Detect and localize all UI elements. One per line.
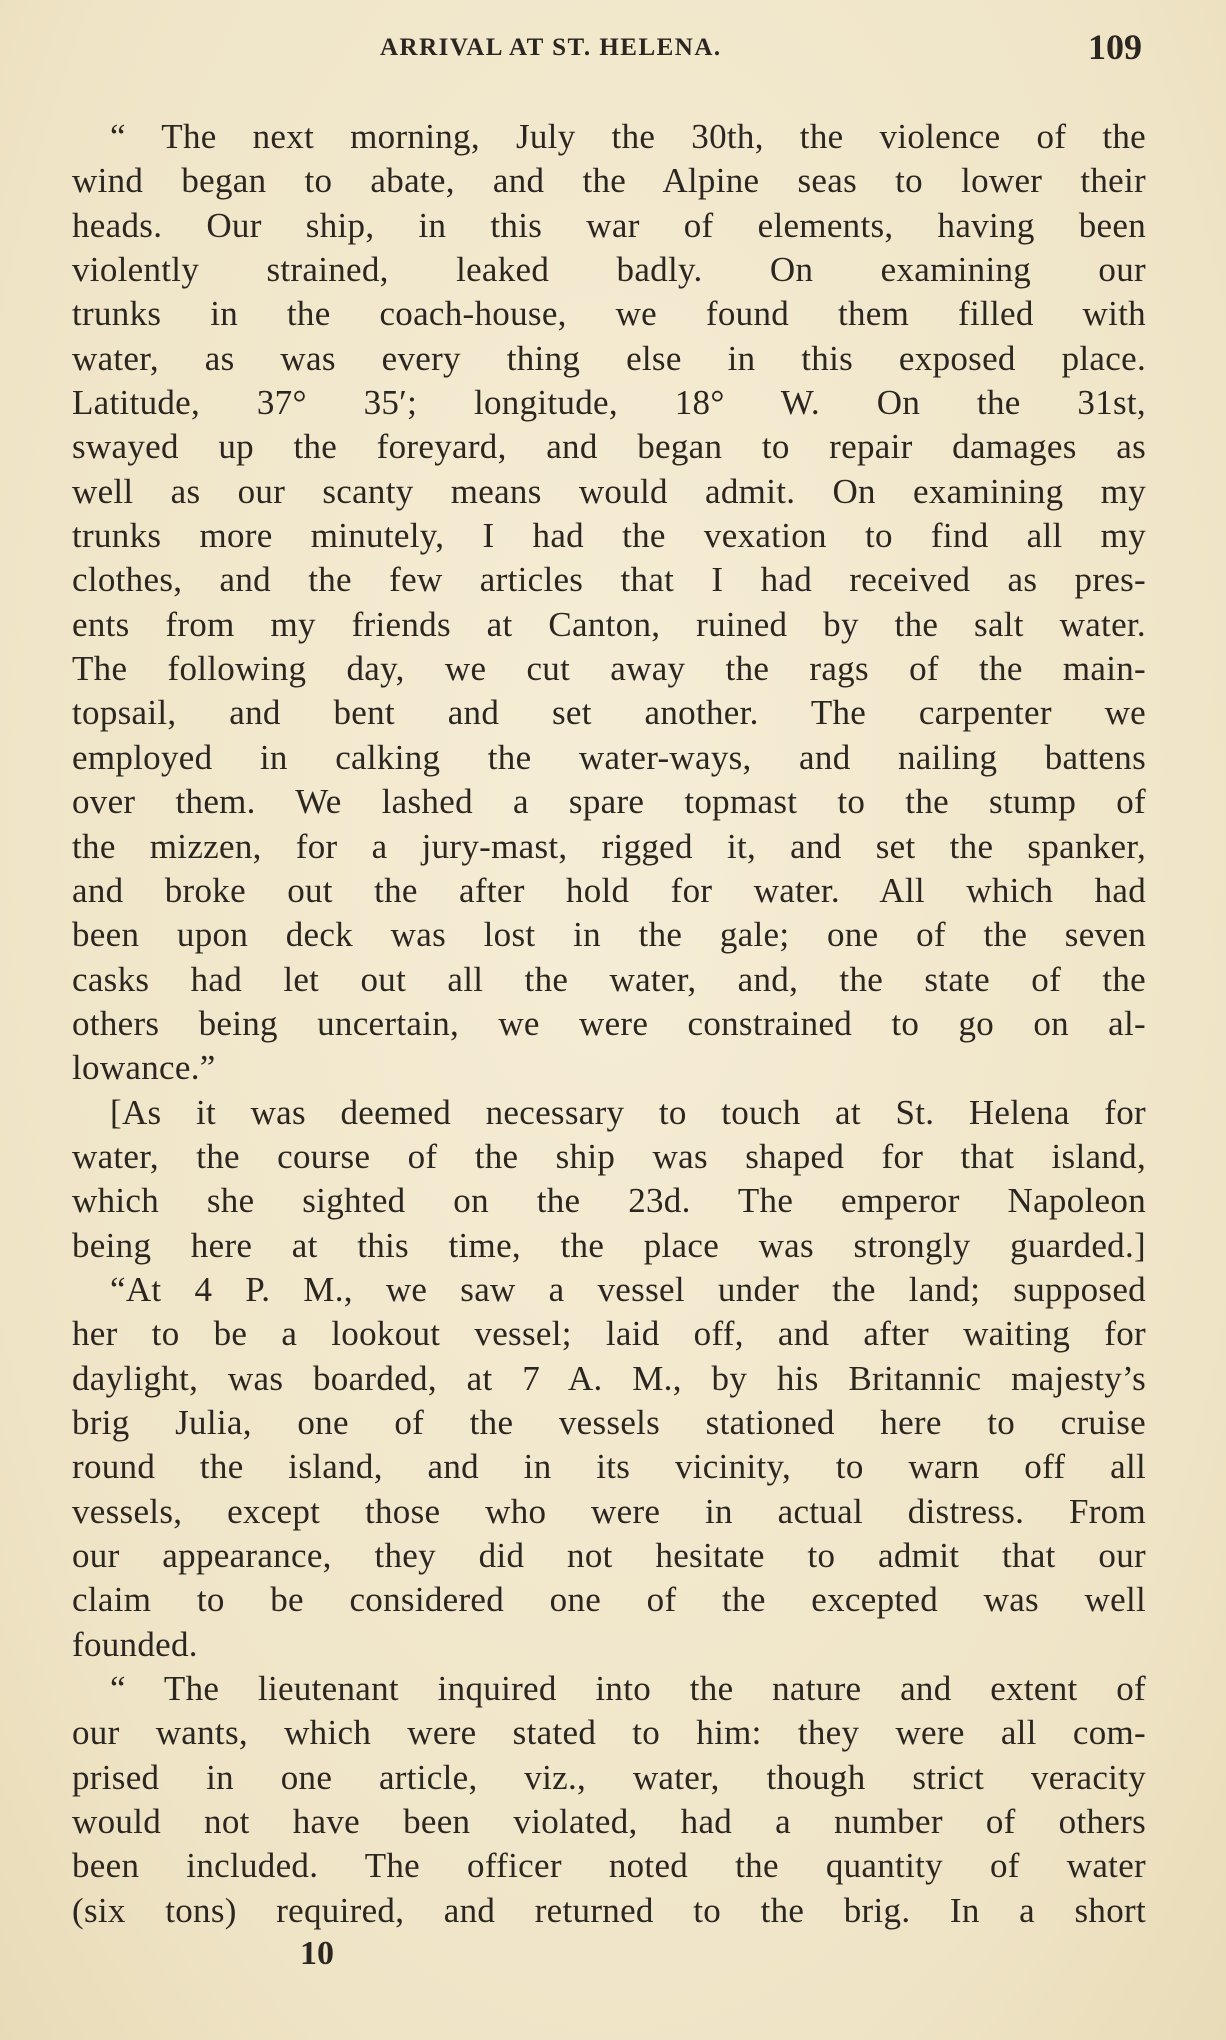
text-line: over them. We lashed a spare topmast to the stump of xyxy=(72,782,1146,822)
text-line: trunks more minutely, I had the vexation to find all my xyxy=(72,516,1146,556)
text-line: been included. The officer noted the quantity of water xyxy=(72,1846,1146,1886)
text-line: which she sighted on the 23d. The emperor Napoleon xyxy=(72,1181,1146,1221)
text-line: been upon deck was lost in the gale; one of the seven xyxy=(72,915,1146,955)
text-line: well as our scanty means would admit. On examining my xyxy=(72,471,1146,511)
text-line: prised in one article, viz., water, though strict veracity xyxy=(72,1757,1146,1797)
text-line: brig Julia, one of the vessels stationed here to cruise xyxy=(72,1402,1146,1442)
text-line: “ The next morning, July the 30th, the violence of the xyxy=(110,117,1146,156)
text-line: founded. xyxy=(72,1624,198,1664)
text-line: being here at this time, the place was strongly guarded.] xyxy=(72,1225,1146,1265)
text-line: wind began to abate, and the Alpine seas to lower their xyxy=(72,161,1146,201)
text-line: heads. Our ship, in this war of elements, having been xyxy=(72,205,1146,245)
text-line: her to be a lookout vessel; laid off, and after waiting for xyxy=(72,1314,1146,1354)
text-line: trunks in the coach-house, we found them filled with xyxy=(72,294,1146,334)
text-line: “ The lieutenant inquired into the nature and extent of xyxy=(110,1669,1146,1709)
signature-mark: 10 xyxy=(300,1935,334,1972)
text-line: lowance.” xyxy=(72,1048,216,1088)
text-line: topsail, and bent and set another. The carpenter we xyxy=(72,693,1146,733)
text-line: The following day, we cut away the rags of the main- xyxy=(72,649,1146,689)
text-line: employed in calking the water-ways, and nailing battens xyxy=(72,737,1146,777)
text-line: our appearance, they did not hesitate to admit that our xyxy=(72,1536,1146,1575)
text-line: clothes, and the few articles that I had received as pres- xyxy=(72,560,1146,600)
body-text xyxy=(72,115,1146,1933)
text-line: casks had let out all the water, and, the state of the xyxy=(72,959,1146,999)
text-line: others being uncertain, we were constrained to go on al- xyxy=(72,1003,1146,1043)
text-line: daylight, was boarded, at 7 A. M., by his Britannic majesty’s xyxy=(72,1358,1146,1398)
text-line: “At 4 P. M., we saw a vessel under the land; supposed xyxy=(110,1269,1146,1309)
page-number: 109 xyxy=(1088,27,1142,67)
text-line: (six tons) required, and returned to the brig. In a short xyxy=(72,1890,1146,1930)
text-line: water, the course of the ship was shaped for that island, xyxy=(72,1136,1146,1176)
text-line: violently strained, leaked badly. On examining our xyxy=(72,250,1146,290)
running-title: ARRIVAL AT ST. HELENA. xyxy=(380,34,722,61)
text-line: ents from my friends at Canton, ruined by the salt water. xyxy=(72,604,1146,644)
text-line: water, as was every thing else in this exposed place. xyxy=(72,338,1146,378)
text-line: our wants, which were stated to him: they were all com- xyxy=(72,1713,1146,1753)
text-line: [As it was deemed necessary to touch at St. Helena for xyxy=(110,1092,1146,1132)
text-line: would not have been violated, had a number of others xyxy=(72,1802,1146,1842)
text-line: claim to be considered one of the excepted was well xyxy=(72,1580,1146,1620)
text-line: Latitude, 37° 35′; longitude, 18° W. On the 31st, xyxy=(72,383,1146,423)
text-line: round the island, and in its vicinity, to warn off all xyxy=(72,1447,1146,1487)
text-line: the mizzen, for a jury-mast, rigged it, and set the spanker, xyxy=(72,826,1146,866)
text-line: vessels, except those who were in actual distress. From xyxy=(72,1491,1146,1531)
text-line: and broke out the after hold for water. All which had xyxy=(72,870,1146,910)
text-line: swayed up the foreyard, and began to repair damages as xyxy=(72,427,1146,467)
